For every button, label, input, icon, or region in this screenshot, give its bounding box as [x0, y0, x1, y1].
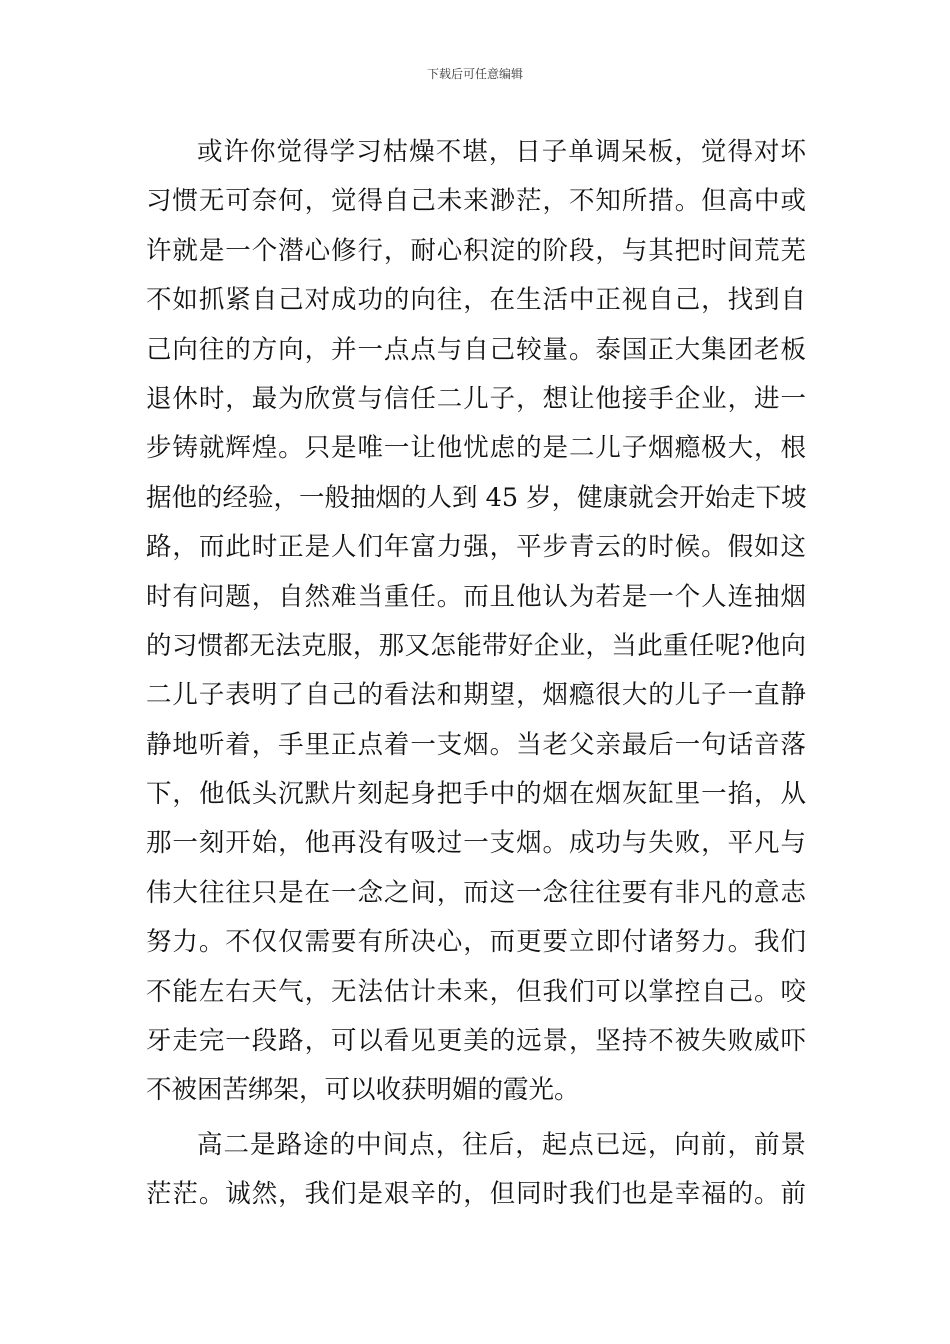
text-line: 据他的经验，一般抽烟的人到 45 岁，健康就会开始走下坡 — [146, 482, 807, 513]
document-body — [146, 128, 806, 1220]
text-line: 或许你觉得学习枯燥不堪，日子单调呆板，觉得对坏 — [197, 137, 806, 167]
text-line: 高二是路途的中间点，往后，起点已远，向前，前景 — [197, 1129, 806, 1160]
text-line: 己向往的方向，并一点点与自己较量。泰国正大集团老板 — [146, 334, 806, 365]
text-line: 那一刻开始，他再没有吸过一支烟。成功与失败，平凡与 — [146, 828, 806, 859]
text-line: 下，他低头沉默片刻起身把手中的烟在烟灰缸里一掐，从 — [146, 779, 806, 810]
text-line: 步铸就辉煌。只是唯一让他忧虑的是二儿子烟瘾极大，根 — [146, 433, 806, 464]
text-line: 不能左右天气，无法估计未来，但我们可以掌控自己。咬 — [146, 976, 806, 1007]
page-header-note: 下载后可任意编辑 — [426, 67, 523, 81]
text-line: 时有问题，自然难当重任。而且他认为若是一个人连抽烟 — [146, 581, 806, 612]
paragraph-2 — [146, 1121, 806, 1220]
text-line: 的习惯都无法克服，那又怎能带好企业，当此重任呢?他向 — [146, 630, 806, 661]
text-line: 努力。不仅仅需要有所决心，而更要立即付诸努力。我们 — [146, 927, 806, 958]
paragraph-1 — [146, 128, 806, 1116]
text-line: 路，而此时正是人们年富力强，平步青云的时候。假如这 — [146, 532, 806, 563]
text-line: 许就是一个潜心修行，耐心积淀的阶段，与其把时间荒芜 — [146, 235, 806, 266]
text-line: 二儿子表明了自己的看法和期望，烟瘾很大的儿子一直静 — [146, 680, 806, 711]
text-line: 习惯无可奈何，觉得自己未来渺茫，不知所措。但高中或 — [146, 186, 806, 217]
text-line: 不如抓紧自己对成功的向往，在生活中正视自己，找到自 — [146, 285, 806, 316]
text-line: 茫茫。诚然，我们是艰辛的，但同时我们也是幸福的。前 — [146, 1179, 806, 1210]
text-line: 伟大往往只是在一念之间，而这一念往往要有非凡的意志 — [146, 877, 806, 908]
text-line: 静地听着，手里正点着一支烟。当老父亲最后一句话音落 — [146, 729, 806, 760]
text-line: 退休时，最为欣赏与信任二儿子，想让他接手企业，进一 — [146, 383, 806, 414]
text-line: 牙走完一段路，可以看见更美的远景，坚持不被失败威吓 — [146, 1026, 806, 1057]
text-line: 不被困苦绑架，可以收获明媚的霞光。 — [146, 1075, 580, 1106]
